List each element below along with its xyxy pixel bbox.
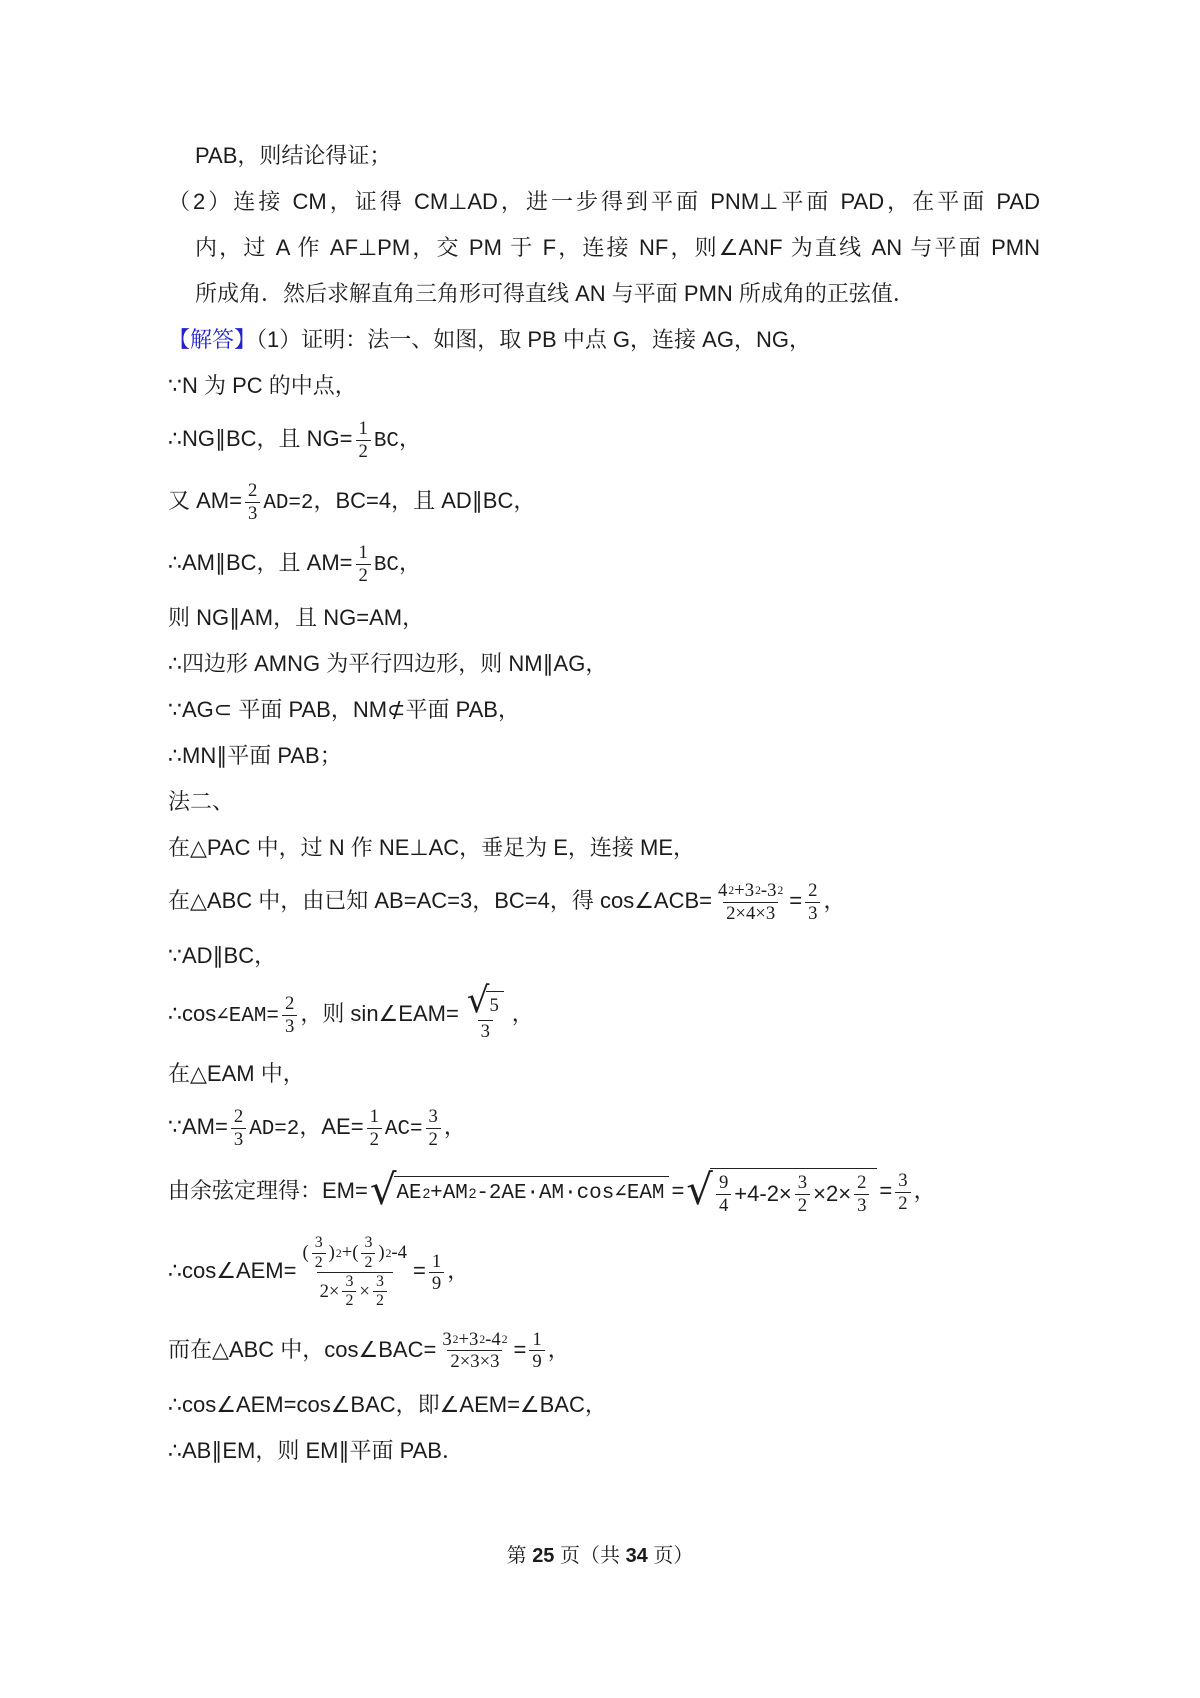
fraction-denominator (447, 1350, 502, 1373)
formula-text: AD=2 (263, 491, 314, 515)
fraction-numerator (282, 993, 297, 1015)
fraction-denominator (723, 902, 778, 925)
text-segment: （1）证明：法一、如图，取 PB 中点 G，连接 AG，NG， (256, 327, 811, 352)
fraction-numerator (529, 1329, 544, 1351)
radicand (394, 1176, 670, 1208)
text-segment: ∵AG⊂ 平面 PAB，NM⊄平面 PAB， (168, 697, 520, 722)
fraction-numerator (429, 1251, 444, 1273)
formula-text: AE (396, 1182, 422, 1206)
fraction (895, 1170, 910, 1214)
fraction (805, 880, 820, 924)
text-segment: 2×4×3 (726, 902, 776, 924)
text-segment: 2 (808, 880, 818, 901)
fraction-denominator (356, 440, 371, 463)
text-segment: 3 (857, 1194, 867, 1216)
text-segment: 3 (345, 1273, 354, 1290)
text-segment: 1 (532, 1328, 542, 1350)
text-segment: 2 (233, 1106, 244, 1128)
text-segment: 3 (898, 1170, 908, 1192)
formula-text: AC= (384, 1118, 423, 1142)
superscript: 2 (755, 884, 761, 898)
formula-text: ∠EAM= (216, 1005, 279, 1029)
text-segment: 2 (898, 1192, 908, 1214)
text-segment: = (671, 1178, 685, 1204)
radicand (710, 1168, 877, 1216)
text-segment: ， (398, 425, 421, 451)
fraction (245, 480, 260, 524)
text-segment: 1 (431, 1250, 442, 1272)
text-segment: 2 (358, 440, 368, 462)
superscript: 2 (468, 1186, 477, 1202)
text-segment: 则 NG∥AM，且 NG=AM， (168, 605, 425, 630)
text-segment: ∴AM∥BC，且 AM= (168, 549, 353, 575)
formula-text: BC (373, 553, 399, 577)
fraction-numerator (854, 1172, 869, 1194)
text-segment: -4 (391, 1242, 407, 1264)
text-segment: ∴四边形 AMNG 为平行四边形，则 NM∥AG， (168, 651, 608, 676)
text-segment: 第 (506, 1545, 533, 1567)
solution-content (168, 142, 1040, 1483)
superscript: 2 (777, 884, 784, 898)
text-segment: 1 (369, 1106, 379, 1128)
text-segment: 2 (314, 1253, 323, 1271)
superscript: 2 (728, 884, 735, 898)
text-segment: （2）连接 CM，证得 CM⊥AD，进一步得到平面 PNM⊥平面 PAD，在平面 PAD (168, 189, 1040, 214)
text-segment: ， (447, 1258, 470, 1284)
formula-text: BC (373, 429, 399, 453)
text-segment: 2 (428, 1128, 438, 1150)
text-segment: ∴NG∥BC，且 NG= (168, 425, 353, 451)
text-segment: 页） (647, 1545, 694, 1567)
text-segment: 1 (358, 542, 368, 563)
superscript: 2 (385, 1246, 392, 1260)
text-segment: ∴cos∠AEM= (168, 1258, 297, 1284)
text-line (168, 650, 1040, 678)
fraction (373, 1273, 387, 1311)
text-segment: ∵N 为 PC 的中点， (168, 373, 357, 398)
fraction-denominator (231, 1128, 246, 1151)
text-segment: = (879, 1178, 893, 1204)
text-segment: ∵AM= (168, 1114, 228, 1140)
fraction-denominator (245, 502, 260, 525)
text-line (168, 142, 1040, 170)
text-line (168, 696, 1040, 724)
text-segment: ∴cos (168, 1001, 217, 1027)
fraction-denominator (478, 1020, 493, 1043)
text-segment: 2×3×3 (450, 1351, 500, 1373)
text-line (168, 1234, 1040, 1310)
fraction-numerator (367, 1106, 382, 1128)
fraction (282, 993, 297, 1037)
fraction (231, 1106, 246, 1150)
text-segment: 2 (857, 1172, 867, 1194)
fraction-denominator (529, 1350, 544, 1373)
text-line (168, 188, 1040, 216)
answer-label: 【解答】 (168, 327, 257, 352)
text-segment: 9 (431, 1273, 442, 1294)
text-segment: +4-2× (734, 1181, 792, 1207)
sqrt-icon: √ (686, 1164, 713, 1214)
text-line (168, 418, 1040, 462)
text-line (168, 1060, 1040, 1088)
text-segment: ， (398, 549, 421, 575)
text-segment: ，BC=4，且 AD∥BC， (313, 487, 536, 513)
text-segment: = (413, 1258, 426, 1284)
text-segment: 2 (797, 1194, 808, 1216)
text-segment: ，则 sin∠EAM= (300, 1001, 459, 1027)
fraction-numerator (342, 1273, 356, 1291)
text-segment: ) (328, 1242, 335, 1264)
text-line (168, 1106, 1040, 1150)
sqrt-icon: √ (369, 1164, 397, 1214)
superscript: 2 (501, 1332, 508, 1346)
text-segment: 3 (797, 1172, 808, 1194)
fraction-numerator (462, 980, 509, 1021)
text-line (168, 742, 1040, 770)
text-line (168, 280, 1040, 308)
text-segment: 页（共 (554, 1545, 626, 1567)
text-segment: = (513, 1336, 527, 1362)
text-segment: 9 (532, 1351, 542, 1373)
text-segment: 4 (718, 880, 728, 901)
fraction-denominator (282, 1015, 297, 1038)
superscript: 2 (335, 1246, 342, 1260)
text-segment: ， (511, 1001, 534, 1027)
text-segment: ， (913, 1178, 936, 1204)
text-segment: 2 (358, 564, 368, 586)
fraction-denominator (895, 1192, 910, 1215)
fraction (795, 1172, 810, 1216)
text-segment: ， (823, 887, 846, 913)
superscript: 2 (452, 1332, 459, 1346)
text-segment: 1 (358, 418, 368, 439)
fraction (715, 880, 786, 924)
fraction-numerator (716, 1172, 731, 1194)
fraction-numerator (795, 1172, 810, 1194)
fraction-denominator (342, 1291, 356, 1310)
text-line (168, 480, 1040, 524)
text-segment: 由余弦定理得：EM= (168, 1178, 368, 1204)
fraction-denominator (426, 1128, 441, 1151)
text-segment: 2 (364, 1253, 373, 1271)
text-segment: ∵AD∥BC， (168, 943, 277, 968)
text-line (168, 880, 1040, 924)
text-line (168, 1391, 1040, 1419)
page-footer (0, 1543, 1200, 1569)
text-segment: ∴MN∥平面 PAB； (168, 743, 342, 768)
text-segment: 法二、 (168, 789, 235, 814)
fraction (356, 542, 371, 586)
fraction-numerator (231, 1106, 246, 1128)
sqrt-expression (686, 1164, 877, 1216)
text-segment: 3 (314, 1234, 323, 1252)
fraction-denominator (361, 1253, 375, 1272)
fraction-denominator (429, 1272, 444, 1295)
fraction-denominator (317, 1272, 393, 1311)
sqrt-expression (369, 1164, 670, 1214)
text-segment: 5 (489, 995, 499, 1017)
text-segment: ( (302, 1242, 309, 1264)
fraction (716, 1172, 731, 1216)
text-line (168, 604, 1040, 632)
text-line (168, 980, 1040, 1042)
text-segment: 3 (364, 1234, 373, 1252)
fraction-denominator (795, 1194, 810, 1217)
text-line (168, 1164, 1040, 1216)
fraction-numerator (245, 480, 260, 502)
fraction (854, 1172, 869, 1216)
superscript: 2 (479, 1332, 486, 1346)
fraction-denominator (716, 1194, 731, 1217)
text-segment: 在△EAM 中， (168, 1061, 305, 1087)
text-segment: +3 (734, 880, 755, 901)
fraction (342, 1273, 356, 1311)
fraction-denominator (373, 1291, 387, 1310)
text-segment: 3 (233, 1128, 244, 1150)
text-segment: × (359, 1281, 370, 1303)
text-segment: PAB，则结论得证； (195, 143, 392, 168)
fraction-numerator (805, 880, 820, 902)
text-segment: 3 (284, 1015, 295, 1037)
fraction-numerator (361, 1234, 375, 1252)
text-segment: 在△PAC 中，过 N 作 NE⊥AC，垂足为 E，连接 ME， (168, 835, 696, 860)
text-segment: -3 (760, 880, 777, 901)
text-segment: 3 (808, 902, 818, 924)
text-line (168, 372, 1040, 400)
text-segment: 内，过 A 作 AF⊥PM，交 PM 于 F，连接 NF，则∠ANF 为直线 AN 与平面 PMN (195, 235, 1040, 260)
text-segment: 3 (480, 1020, 490, 1042)
formula-text: AD=2 (249, 1118, 300, 1142)
fraction (312, 1234, 326, 1272)
fraction-numerator (373, 1273, 387, 1291)
text-segment: ，AE= (299, 1114, 364, 1140)
superscript: 2 (422, 1186, 431, 1202)
text-segment: 3 (247, 502, 258, 524)
text-segment: 在△ABC 中，由已知 AB=AC=3，BC=4，得 cos∠ACB= (168, 887, 713, 913)
text-line (168, 1437, 1040, 1465)
fraction (361, 1234, 375, 1272)
text-line (168, 542, 1040, 586)
fraction-numerator (715, 880, 786, 902)
fraction-numerator (895, 1170, 910, 1192)
fraction (462, 980, 509, 1042)
sqrt-icon: √ (466, 980, 490, 1021)
fraction-denominator (312, 1253, 326, 1272)
text-segment: +3 (458, 1328, 479, 1350)
text-segment: ∴AB∥EM，则 EM∥平面 PAB． (168, 1437, 464, 1463)
text-segment: ， (443, 1114, 466, 1140)
fraction (356, 418, 371, 462)
text-segment: ×2× (813, 1181, 852, 1207)
fraction-numerator (356, 542, 371, 564)
fraction-numerator (356, 418, 371, 440)
text-segment: 3 (442, 1328, 452, 1350)
bold-number: 25 (532, 1545, 555, 1567)
text-segment: 2 (284, 993, 295, 1015)
fraction-numerator (426, 1106, 441, 1128)
text-segment: 4 (718, 1194, 729, 1216)
text-segment: 9 (718, 1172, 729, 1194)
text-segment: -4 (485, 1328, 501, 1350)
text-segment: ) (378, 1242, 385, 1264)
text-segment: 2 (247, 480, 258, 501)
text-line (168, 1329, 1040, 1373)
formula-text: +AM (430, 1182, 468, 1206)
sqrt-expression (466, 980, 504, 1021)
fraction-numerator (439, 1329, 510, 1351)
text-segment: ∴cos∠AEM=cos∠BAC，即∠AEM=∠BAC， (168, 1391, 607, 1417)
text-segment: 2 (375, 1292, 384, 1310)
text-segment: 2 (345, 1292, 354, 1310)
text-segment: 而在△ABC 中，cos∠BAC= (168, 1336, 437, 1362)
fraction (529, 1329, 544, 1373)
fraction-numerator (299, 1234, 410, 1272)
fraction (429, 1251, 444, 1295)
text-line (168, 234, 1040, 262)
text-segment: ， (547, 1336, 570, 1362)
fraction-denominator (356, 564, 371, 587)
text-line (168, 834, 1040, 862)
fraction-denominator (805, 902, 820, 925)
formula-text: -2AE·AM·cos∠EAM (476, 1182, 665, 1206)
text-segment: 又 AM= (168, 487, 242, 513)
fraction (439, 1329, 510, 1373)
text-segment: +( (341, 1242, 359, 1264)
fraction-denominator (854, 1194, 869, 1217)
bold-number: 34 (625, 1545, 648, 1567)
fraction (367, 1106, 382, 1150)
fraction (299, 1234, 410, 1310)
text-segment: 2 (369, 1128, 379, 1150)
text-segment: 2× (319, 1281, 340, 1303)
text-segment: 所成角．然后求解直角三角形可得直线 AN 与平面 PMN 所成角的正弦值． (195, 281, 915, 306)
text-line (168, 942, 1040, 970)
text-segment: = (789, 887, 803, 913)
text-segment: 3 (375, 1273, 384, 1290)
text-segment: 3 (428, 1106, 438, 1128)
fraction (426, 1106, 441, 1150)
fraction-denominator (367, 1128, 382, 1151)
text-line (168, 326, 1040, 354)
fraction-numerator (312, 1234, 326, 1252)
text-line (168, 788, 1040, 816)
